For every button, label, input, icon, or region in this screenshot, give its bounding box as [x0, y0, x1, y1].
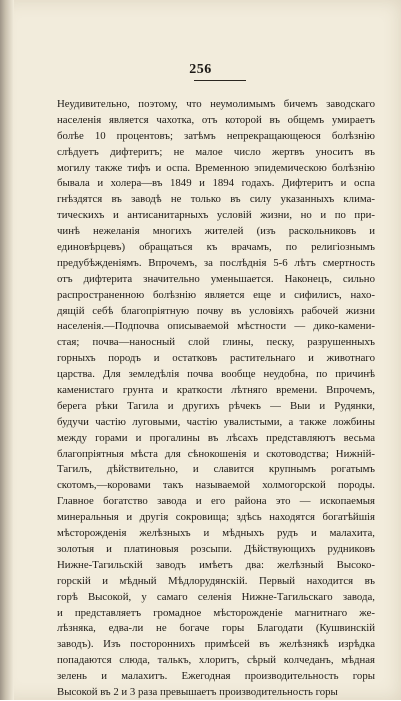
text-line: чинѣ нежеланія многихъ жителей (изъ раскольниковъ и	[57, 225, 375, 238]
text-line: гнѣздятся въ заводѣ не только въ силу указанныхъ клима-	[57, 193, 375, 206]
text-line: будучи частію луговыми, частію увалистыми, а также ложбины	[57, 415, 375, 428]
text-line: Главное богатство завода и его района это — ископаемыя	[57, 495, 375, 508]
text-line: Высокой въ 2 и 3 раза превышаетъ производительность горы	[57, 685, 338, 698]
text-line: попадаются слюда, талькъ, хлоритъ, сѣрый колчеданъ, мѣдная	[57, 654, 375, 667]
page-binding-edge	[0, 0, 14, 700]
text-line: единовѣрцевъ) обращаться къ врачамъ, по религіознымъ	[57, 241, 375, 254]
text-line: каменистаго грунта и краткости лѣтняго времени. Впрочемъ,	[57, 384, 375, 397]
text-line: стая; почва—наносный слой глины, песку, разрушенныхъ	[57, 336, 375, 349]
text-line: золотыя и платиновыя розсыпи. Дѣйствующихъ рудниковъ	[57, 542, 375, 555]
text-line: благопріятныя мѣста для сѣнокошенія и скотоводства; Нижній-	[57, 447, 375, 460]
text-line: горскій и мѣдный Мѣдлорудянскій. Первый находится въ	[57, 574, 375, 587]
text-line: Нижне-Тагильскій заводъ имѣетъ два: желѣзный Высоко-	[57, 558, 375, 571]
page-number-rule	[194, 80, 246, 81]
text-line: Тагилъ, дѣйствительно, и славится крупнымъ рогатымъ	[57, 463, 375, 476]
text-line: дящій себѣ благопріятную почву въ условіяхъ рабочей жизни	[57, 304, 375, 317]
text-line: отъ дифтерита значительно уменьшается. Наконецъ, сильно	[57, 272, 375, 285]
text-line: минеральныя и другія сокровища; здѣсь находятся богатѣйшія	[57, 511, 375, 524]
text-line: горныхъ породъ и остатковъ растительнаго и животнаго	[57, 352, 375, 365]
text-line: горѣ Высокой, у самаго селенія Нижне-Тагильскаго завода,	[57, 590, 375, 603]
text-line: лѣзняка, едва-ли не богаче горы Благодати (Кушвинскій	[57, 622, 375, 635]
text-line: и представляетъ громадное мѣсторожденіе магнитнаго же-	[57, 606, 375, 619]
text-line: между горами и прогалины въ лѣсахъ представляютъ весьма	[57, 431, 375, 444]
text-line: заводъ). Изъ постороннихъ примѣсей въ желѣзнякѣ изрѣдка	[57, 638, 375, 651]
text-line: населенія является чахотка, отъ которой въ общемъ умираетъ	[57, 113, 375, 126]
text-line: мѣсторожденія желѣзныхъ и мѣдныхъ рудъ и малахита,	[57, 527, 375, 540]
text-line: предубѣжденіямъ. Впрочемъ, за послѣднія 5-6 лѣтъ смертность	[57, 256, 375, 269]
text-line: берега рѣки Тагила и другихъ рѣчекъ — Выи и Рудянки,	[57, 399, 375, 412]
text-line: населенія.—Подпочва описываемой мѣстности — дико-камени-	[57, 320, 375, 333]
text-line: могилу также тифъ и оспа. Временною эпидемическою болѣзнію	[57, 161, 375, 174]
text-line: царства. Для земледѣлія почва вообще неудобна, по причинѣ	[57, 368, 375, 381]
text-line: зелень и малахитъ. Ежегодная производительность горы	[57, 670, 375, 683]
text-line: болѣе 10 процентовъ; затѣмъ непрекращающеюся болѣзнію	[57, 129, 375, 142]
text-line: распространенною болѣзнію является еще и сифилисъ, нахо-	[57, 288, 375, 301]
text-line: скотомъ,—коровами такъ называемой холмогорской породы.	[57, 479, 375, 492]
page-number: 256	[189, 62, 212, 77]
text-line: бывала и холера—въ 1849 и 1894 годахъ. Дифтеритъ и оспа	[57, 177, 375, 190]
body-text	[57, 97, 375, 701]
text-line: слѣдуетъ дифтеритъ; не малое число жертвъ уноситъ въ	[57, 145, 375, 158]
text-line: Неудивительно, поэтому, что неумолимымъ бичемъ заводскаго	[57, 98, 375, 110]
text-line: тическихъ и антисанитарныхъ условій жизни, но и по при-	[57, 209, 375, 222]
